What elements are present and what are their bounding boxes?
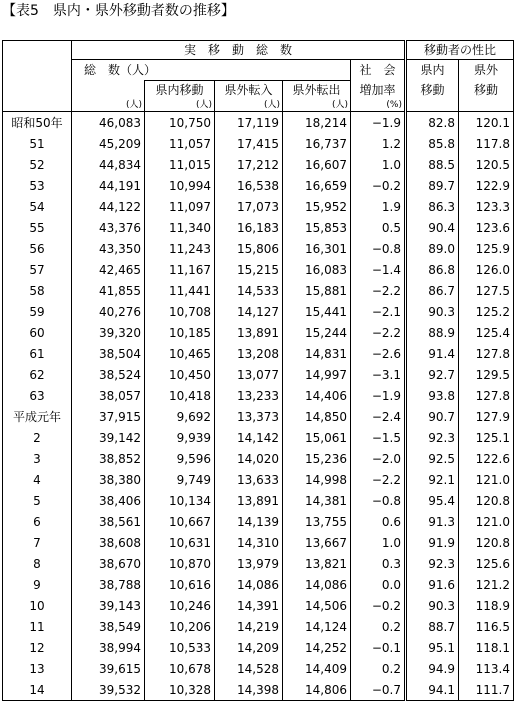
table-row <box>3 448 514 469</box>
cell-rate: −0.2 <box>351 595 406 616</box>
header-out: 県外転出 <box>283 81 351 100</box>
cell-total: 44,191 <box>72 175 145 196</box>
header-ratio-inter-1: 県外 <box>459 60 514 81</box>
row-year: 4 <box>3 469 72 490</box>
cell-out: 14,850 <box>283 406 351 427</box>
cell-ratio-inter: 118.1 <box>459 637 514 658</box>
table-row <box>3 406 514 427</box>
cell-rate: 1.9 <box>351 196 406 217</box>
row-year: 59 <box>3 301 72 322</box>
cell-rate: −1.9 <box>351 112 406 134</box>
cell-ratio-inter: 125.6 <box>459 553 514 574</box>
cell-total: 37,915 <box>72 406 145 427</box>
cell-ratio-inter: 120.1 <box>459 112 514 134</box>
cell-out: 16,659 <box>283 175 351 196</box>
cell-intra: 10,667 <box>145 511 215 532</box>
cell-ratio-intra: 89.7 <box>406 175 459 196</box>
row-year: 51 <box>3 133 72 154</box>
cell-ratio-inter: 127.5 <box>459 280 514 301</box>
cell-rate: −0.7 <box>351 679 406 701</box>
cell-total: 44,834 <box>72 154 145 175</box>
cell-ratio-intra: 92.3 <box>406 553 459 574</box>
unit-out: (人) <box>283 99 351 112</box>
cell-ratio-intra: 91.4 <box>406 343 459 364</box>
cell-ratio-inter: 121.0 <box>459 469 514 490</box>
cell-ratio-inter: 125.4 <box>459 322 514 343</box>
cell-total: 42,465 <box>72 259 145 280</box>
cell-in: 15,806 <box>215 238 283 259</box>
cell-ratio-intra: 91.9 <box>406 532 459 553</box>
cell-rate: −0.1 <box>351 637 406 658</box>
row-year: 3 <box>3 448 72 469</box>
row-year: 54 <box>3 196 72 217</box>
cell-intra: 10,631 <box>145 532 215 553</box>
cell-in: 16,183 <box>215 217 283 238</box>
header-in: 県外転入 <box>215 81 283 100</box>
cell-in: 14,127 <box>215 301 283 322</box>
cell-out: 15,244 <box>283 322 351 343</box>
cell-rate: −1.5 <box>351 427 406 448</box>
cell-rate: 0.6 <box>351 511 406 532</box>
cell-rate: 0.0 <box>351 574 406 595</box>
row-year: 11 <box>3 616 72 637</box>
cell-out: 14,409 <box>283 658 351 679</box>
cell-ratio-intra: 86.7 <box>406 280 459 301</box>
cell-intra: 10,616 <box>145 574 215 595</box>
header-group-total: 実 移 動 総 数 <box>72 41 406 60</box>
cell-intra: 9,596 <box>145 448 215 469</box>
cell-total: 38,670 <box>72 553 145 574</box>
cell-out: 14,998 <box>283 469 351 490</box>
cell-rate: 1.0 <box>351 154 406 175</box>
cell-rate: 0.3 <box>351 553 406 574</box>
cell-total: 38,561 <box>72 511 145 532</box>
migration-table <box>2 40 514 701</box>
unit-total: (人) <box>72 99 145 112</box>
cell-ratio-intra: 93.8 <box>406 385 459 406</box>
cell-out: 16,301 <box>283 238 351 259</box>
cell-ratio-intra: 94.1 <box>406 679 459 701</box>
cell-out: 15,881 <box>283 280 351 301</box>
cell-intra: 10,533 <box>145 637 215 658</box>
cell-ratio-intra: 92.7 <box>406 364 459 385</box>
cell-intra: 10,750 <box>145 112 215 134</box>
table-row <box>3 385 514 406</box>
cell-ratio-intra: 82.8 <box>406 112 459 134</box>
table-row <box>3 553 514 574</box>
cell-total: 39,532 <box>72 679 145 701</box>
cell-out: 15,853 <box>283 217 351 238</box>
cell-total: 38,380 <box>72 469 145 490</box>
header-social-1: 社 会 <box>351 60 406 81</box>
cell-rate: −0.8 <box>351 238 406 259</box>
cell-ratio-inter: 126.0 <box>459 259 514 280</box>
table-row <box>3 595 514 616</box>
cell-ratio-intra: 88.9 <box>406 322 459 343</box>
cell-ratio-inter: 117.8 <box>459 133 514 154</box>
table-row <box>3 322 514 343</box>
row-year: 58 <box>3 280 72 301</box>
cell-rate: −1.4 <box>351 259 406 280</box>
cell-in: 13,208 <box>215 343 283 364</box>
cell-rate: −2.6 <box>351 343 406 364</box>
row-year: 14 <box>3 679 72 701</box>
cell-rate: −2.0 <box>351 448 406 469</box>
cell-out: 14,381 <box>283 490 351 511</box>
cell-intra: 10,870 <box>145 553 215 574</box>
cell-rate: −0.2 <box>351 175 406 196</box>
table-row <box>3 301 514 322</box>
row-year: 61 <box>3 343 72 364</box>
cell-in: 13,077 <box>215 364 283 385</box>
cell-ratio-inter: 127.8 <box>459 343 514 364</box>
header-total: 総 数（人） <box>72 60 351 81</box>
cell-ratio-intra: 92.5 <box>406 448 459 469</box>
header-ratio-intra-1: 県内 <box>406 60 459 81</box>
cell-out: 18,214 <box>283 112 351 134</box>
cell-rate: 1.0 <box>351 532 406 553</box>
cell-in: 13,891 <box>215 490 283 511</box>
table-row <box>3 616 514 637</box>
cell-total: 46,083 <box>72 112 145 134</box>
header-intra: 県内移動 <box>145 81 215 100</box>
cell-ratio-inter: 120.8 <box>459 490 514 511</box>
table-row <box>3 364 514 385</box>
cell-in: 14,528 <box>215 658 283 679</box>
cell-total: 38,504 <box>72 343 145 364</box>
cell-total: 40,276 <box>72 301 145 322</box>
cell-out: 15,061 <box>283 427 351 448</box>
cell-intra: 10,678 <box>145 658 215 679</box>
table-row <box>3 175 514 196</box>
cell-intra: 10,328 <box>145 679 215 701</box>
cell-ratio-intra: 88.7 <box>406 616 459 637</box>
cell-intra: 11,097 <box>145 196 215 217</box>
table-row <box>3 574 514 595</box>
cell-rate: 1.2 <box>351 133 406 154</box>
cell-out: 13,821 <box>283 553 351 574</box>
cell-ratio-inter: 120.8 <box>459 532 514 553</box>
cell-intra: 10,450 <box>145 364 215 385</box>
cell-in: 14,142 <box>215 427 283 448</box>
cell-ratio-inter: 121.2 <box>459 574 514 595</box>
cell-ratio-intra: 94.9 <box>406 658 459 679</box>
table-row <box>3 154 514 175</box>
table-title: 【表5 県内・県外移動者数の推移】 <box>2 3 235 19</box>
cell-intra: 11,340 <box>145 217 215 238</box>
cell-in: 13,233 <box>215 385 283 406</box>
cell-out: 13,755 <box>283 511 351 532</box>
row-year: 13 <box>3 658 72 679</box>
cell-in: 17,415 <box>215 133 283 154</box>
cell-total: 38,057 <box>72 385 145 406</box>
cell-total: 43,376 <box>72 217 145 238</box>
cell-in: 17,119 <box>215 112 283 134</box>
row-year: 昭和50年 <box>3 112 72 134</box>
cell-intra: 11,167 <box>145 259 215 280</box>
header-ratio-inter-2: 移動 <box>459 81 514 100</box>
unit-intra: (人) <box>145 99 215 112</box>
cell-ratio-intra: 90.3 <box>406 595 459 616</box>
row-year: 9 <box>3 574 72 595</box>
cell-out: 15,952 <box>283 196 351 217</box>
header-social-2: 増加率 <box>351 81 406 100</box>
table-row <box>3 658 514 679</box>
cell-total: 45,209 <box>72 133 145 154</box>
cell-total: 44,122 <box>72 196 145 217</box>
row-year: 62 <box>3 364 72 385</box>
row-year: 12 <box>3 637 72 658</box>
cell-intra: 10,134 <box>145 490 215 511</box>
table-row <box>3 238 514 259</box>
table-row <box>3 679 514 701</box>
cell-ratio-intra: 86.8 <box>406 259 459 280</box>
table-row <box>3 469 514 490</box>
cell-out: 14,506 <box>283 595 351 616</box>
cell-in: 14,139 <box>215 511 283 532</box>
row-year: 53 <box>3 175 72 196</box>
header-group-ratio: 移動者の性比 <box>406 41 514 60</box>
cell-rate: 0.5 <box>351 217 406 238</box>
cell-in: 15,215 <box>215 259 283 280</box>
cell-in: 14,209 <box>215 637 283 658</box>
cell-intra: 9,939 <box>145 427 215 448</box>
cell-ratio-intra: 85.8 <box>406 133 459 154</box>
row-year: 7 <box>3 532 72 553</box>
table-row <box>3 637 514 658</box>
cell-out: 16,607 <box>283 154 351 175</box>
cell-ratio-intra: 95.1 <box>406 637 459 658</box>
cell-total: 38,788 <box>72 574 145 595</box>
cell-in: 14,020 <box>215 448 283 469</box>
cell-total: 43,350 <box>72 238 145 259</box>
cell-ratio-inter: 125.1 <box>459 427 514 448</box>
cell-ratio-inter: 120.5 <box>459 154 514 175</box>
cell-rate: 0.2 <box>351 658 406 679</box>
cell-rate: −2.2 <box>351 322 406 343</box>
cell-rate: −1.9 <box>351 385 406 406</box>
cell-intra: 10,994 <box>145 175 215 196</box>
table-row <box>3 259 514 280</box>
cell-ratio-inter: 111.7 <box>459 679 514 701</box>
table-row <box>3 532 514 553</box>
cell-intra: 10,465 <box>145 343 215 364</box>
row-year: 55 <box>3 217 72 238</box>
cell-ratio-inter: 122.6 <box>459 448 514 469</box>
header-ratio-intra-2: 移動 <box>406 81 459 100</box>
cell-ratio-intra: 90.7 <box>406 406 459 427</box>
cell-total: 39,142 <box>72 427 145 448</box>
cell-intra: 11,441 <box>145 280 215 301</box>
table-row <box>3 112 514 134</box>
cell-out: 13,667 <box>283 532 351 553</box>
cell-intra: 11,243 <box>145 238 215 259</box>
row-year: 5 <box>3 490 72 511</box>
unit-in: (人) <box>215 99 283 112</box>
cell-intra: 10,418 <box>145 385 215 406</box>
cell-in: 14,391 <box>215 595 283 616</box>
cell-total: 38,608 <box>72 532 145 553</box>
row-year: 57 <box>3 259 72 280</box>
cell-intra: 10,185 <box>145 322 215 343</box>
cell-out: 14,086 <box>283 574 351 595</box>
row-year: 63 <box>3 385 72 406</box>
row-year: 10 <box>3 595 72 616</box>
cell-in: 14,219 <box>215 616 283 637</box>
cell-total: 38,549 <box>72 616 145 637</box>
cell-intra: 11,057 <box>145 133 215 154</box>
cell-out: 15,441 <box>283 301 351 322</box>
table-row <box>3 133 514 154</box>
cell-ratio-intra: 91.3 <box>406 511 459 532</box>
cell-in: 14,398 <box>215 679 283 701</box>
table-row <box>3 196 514 217</box>
cell-rate: −2.1 <box>351 301 406 322</box>
cell-ratio-inter: 127.8 <box>459 385 514 406</box>
cell-ratio-inter: 121.0 <box>459 511 514 532</box>
cell-total: 39,320 <box>72 322 145 343</box>
cell-total: 38,994 <box>72 637 145 658</box>
cell-total: 38,406 <box>72 490 145 511</box>
cell-intra: 9,749 <box>145 469 215 490</box>
cell-out: 14,252 <box>283 637 351 658</box>
cell-intra: 9,692 <box>145 406 215 427</box>
cell-total: 39,615 <box>72 658 145 679</box>
cell-out: 14,806 <box>283 679 351 701</box>
cell-ratio-intra: 86.3 <box>406 196 459 217</box>
table-row <box>3 280 514 301</box>
cell-in: 17,212 <box>215 154 283 175</box>
row-year: 56 <box>3 238 72 259</box>
cell-ratio-intra: 92.1 <box>406 469 459 490</box>
table-row <box>3 217 514 238</box>
cell-in: 16,538 <box>215 175 283 196</box>
cell-ratio-intra: 90.4 <box>406 217 459 238</box>
cell-total: 41,855 <box>72 280 145 301</box>
table-row <box>3 343 514 364</box>
row-year: 6 <box>3 511 72 532</box>
cell-out: 16,737 <box>283 133 351 154</box>
cell-ratio-intra: 90.3 <box>406 301 459 322</box>
row-year: 2 <box>3 427 72 448</box>
table-row <box>3 490 514 511</box>
cell-rate: 0.2 <box>351 616 406 637</box>
cell-ratio-intra: 92.3 <box>406 427 459 448</box>
cell-ratio-inter: 125.9 <box>459 238 514 259</box>
cell-out: 14,124 <box>283 616 351 637</box>
table-row <box>3 511 514 532</box>
row-year: 平成元年 <box>3 406 72 427</box>
table-row <box>3 427 514 448</box>
cell-ratio-intra: 89.0 <box>406 238 459 259</box>
cell-total: 39,143 <box>72 595 145 616</box>
cell-ratio-intra: 88.5 <box>406 154 459 175</box>
cell-ratio-inter: 127.9 <box>459 406 514 427</box>
cell-out: 14,406 <box>283 385 351 406</box>
cell-ratio-inter: 116.5 <box>459 616 514 637</box>
cell-ratio-inter: 125.2 <box>459 301 514 322</box>
cell-out: 14,997 <box>283 364 351 385</box>
cell-ratio-inter: 123.6 <box>459 217 514 238</box>
row-year: 52 <box>3 154 72 175</box>
cell-rate: −3.1 <box>351 364 406 385</box>
cell-intra: 10,206 <box>145 616 215 637</box>
cell-in: 14,086 <box>215 574 283 595</box>
cell-out: 16,083 <box>283 259 351 280</box>
cell-ratio-inter: 129.5 <box>459 364 514 385</box>
unit-rate: (%) <box>351 99 406 112</box>
cell-intra: 10,246 <box>145 595 215 616</box>
cell-out: 15,236 <box>283 448 351 469</box>
cell-in: 14,533 <box>215 280 283 301</box>
cell-ratio-intra: 91.6 <box>406 574 459 595</box>
cell-rate: −2.4 <box>351 406 406 427</box>
cell-rate: −2.2 <box>351 469 406 490</box>
cell-in: 13,979 <box>215 553 283 574</box>
cell-in: 13,373 <box>215 406 283 427</box>
cell-ratio-inter: 122.9 <box>459 175 514 196</box>
cell-in: 13,891 <box>215 322 283 343</box>
cell-out: 14,831 <box>283 343 351 364</box>
cell-ratio-intra: 95.4 <box>406 490 459 511</box>
cell-ratio-inter: 123.3 <box>459 196 514 217</box>
row-year: 8 <box>3 553 72 574</box>
cell-ratio-inter: 118.9 <box>459 595 514 616</box>
cell-rate: −0.8 <box>351 490 406 511</box>
cell-in: 13,633 <box>215 469 283 490</box>
row-year: 60 <box>3 322 72 343</box>
cell-total: 38,524 <box>72 364 145 385</box>
cell-intra: 11,015 <box>145 154 215 175</box>
cell-ratio-inter: 113.4 <box>459 658 514 679</box>
cell-in: 14,310 <box>215 532 283 553</box>
cell-rate: −2.2 <box>351 280 406 301</box>
cell-intra: 10,708 <box>145 301 215 322</box>
cell-in: 17,073 <box>215 196 283 217</box>
cell-total: 38,852 <box>72 448 145 469</box>
